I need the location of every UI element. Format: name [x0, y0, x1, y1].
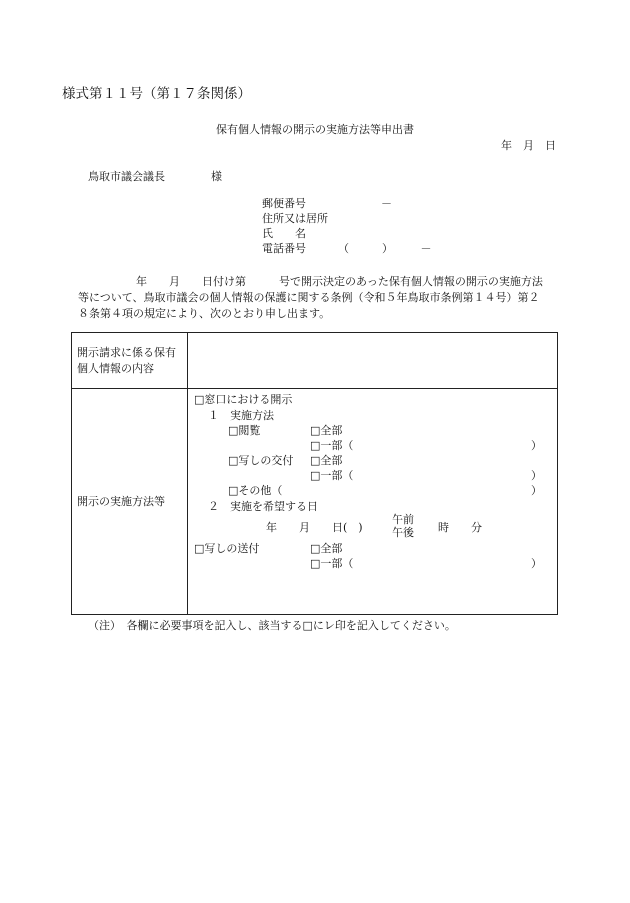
applicant-row-name — [262, 226, 432, 241]
mail-part-checkbox[interactable]: □一部（ — [310, 557, 354, 570]
table-row-content — [72, 333, 558, 389]
date-line: 年 月 日 — [501, 139, 556, 152]
statement-line-3: ８条第４項の規定により、次のとおり申し出ます。 — [78, 307, 331, 320]
desired-date-heading: ２ 実施を希望する日 — [208, 500, 318, 513]
copy-part-close: ） — [531, 469, 542, 482]
copy-delivery-checkbox[interactable]: □写しの交付 — [228, 454, 294, 467]
mail-part-close: ） — [531, 557, 542, 570]
content-header: 開示請求に係る保有個人情報の内容 — [77, 345, 176, 375]
method-header-cell — [72, 389, 188, 615]
method-entry-cell — [188, 389, 558, 615]
table-row-method — [72, 389, 558, 615]
copy-all-checkbox[interactable]: □全部 — [310, 454, 343, 467]
addressee-name: 鳥取市議会議長 — [88, 170, 165, 183]
method-heading: １ 実施方法 — [208, 409, 274, 422]
other-method-checkbox[interactable]: □その他（ — [228, 484, 283, 497]
addressee-honorific: 様 — [211, 170, 222, 183]
content-entry-cell[interactable] — [188, 333, 558, 389]
addressee — [88, 168, 222, 184]
statement-line-1: 年 月 日付け第 号で開示決定のあった保有個人情報の開示の実施方法 — [136, 275, 543, 288]
viewing-all-checkbox[interactable]: □全部 — [310, 424, 343, 437]
request-table — [71, 332, 558, 615]
applicant-block — [262, 196, 432, 256]
copy-mail-checkbox[interactable]: □写しの送付 — [194, 542, 260, 555]
address-label: 住所又は居所 — [262, 212, 328, 225]
applicant-row-phone — [262, 241, 432, 256]
applicant-row-address — [262, 211, 432, 226]
document-title: 保有個人情報の開示の実施方法等申出書 — [216, 123, 414, 136]
postal-code-label: 郵便番号 — [262, 197, 306, 210]
statement-line-2: 等について、鳥取市議会の個人情報の保護に関する条例（令和５年鳥取市条例第１４号）第２ — [78, 291, 540, 304]
copy-part-checkbox[interactable]: □一部（ — [310, 469, 354, 482]
phone-value: （ ） － — [338, 242, 432, 255]
desired-date-fields[interactable]: 年 月 日( ) — [266, 521, 363, 534]
window-disclosure-checkbox[interactable]: □窓口における開示 — [194, 393, 293, 406]
desired-time-fields[interactable]: 時 分 — [438, 521, 482, 534]
request-statement — [78, 274, 578, 322]
other-method-close: ） — [531, 484, 542, 497]
phone-label: 電話番号 — [262, 242, 306, 255]
method-header: 開示の実施方法等 — [77, 494, 165, 508]
form-number: 様式第１１号（第１７条関係） — [62, 86, 251, 102]
mail-all-checkbox[interactable]: □全部 — [310, 542, 343, 555]
viewing-checkbox[interactable]: □閲覧 — [228, 424, 261, 437]
method-options — [188, 389, 557, 614]
pm-label[interactable]: 午後 — [392, 526, 414, 539]
viewing-part-checkbox[interactable]: □一部（ — [310, 439, 354, 452]
footnote: （注） 各欄に必要事項を記入し、該当する□にレ印を記入してください。 — [88, 619, 456, 632]
name-label: 氏 名 — [262, 227, 306, 240]
viewing-part-close: ） — [531, 439, 542, 452]
postal-code-value: － — [348, 197, 392, 210]
content-header-cell — [72, 333, 188, 389]
applicant-row-postal — [262, 196, 432, 211]
am-label[interactable]: 午前 — [392, 513, 414, 526]
